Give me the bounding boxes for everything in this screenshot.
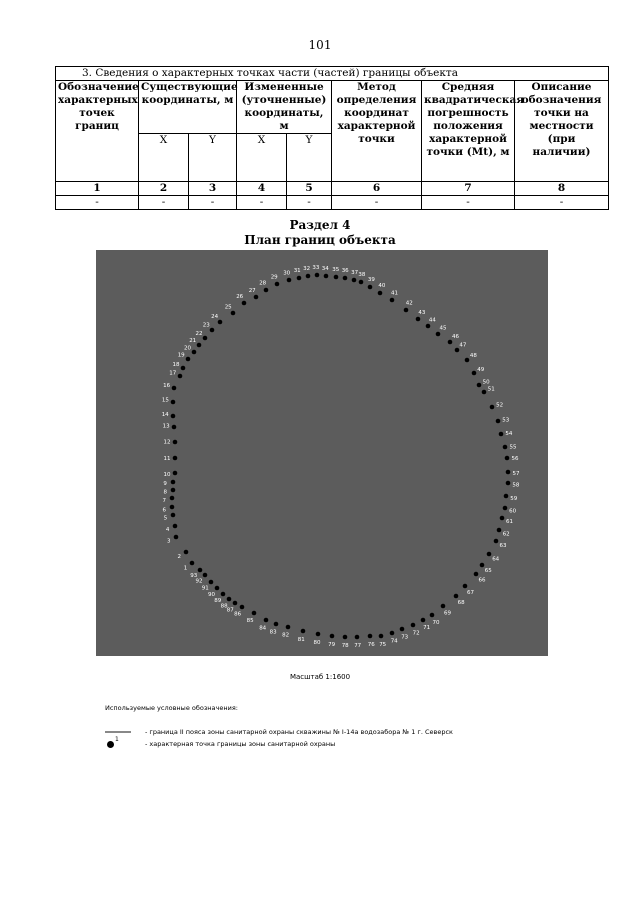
boundary-point (287, 278, 292, 283)
boundary-point-label: 7 (162, 497, 166, 504)
column-number: 4 (237, 182, 287, 196)
boundary-point-label: 49 (477, 366, 485, 373)
boundary-point-label: 62 (502, 531, 510, 538)
boundary-point-label: 50 (482, 379, 490, 386)
boundary-point (297, 276, 302, 281)
boundary-point-label: 21 (189, 338, 197, 345)
boundary-point-label: 15 (161, 397, 169, 404)
table-cell: - (287, 196, 332, 210)
boundary-point (197, 343, 202, 348)
boundary-point (352, 278, 357, 283)
boundary-point (264, 618, 269, 623)
boundary-point (231, 311, 236, 316)
boundary-point-label: 41 (391, 290, 398, 297)
header-line: координат (344, 107, 409, 119)
boundary-point (390, 298, 395, 303)
boundary-point (506, 470, 511, 475)
boundary-point (496, 419, 501, 424)
boundary-point (242, 301, 247, 306)
boundary-point-label: 18 (172, 362, 180, 369)
characteristic-points-table (55, 66, 609, 210)
boundary-point (441, 604, 446, 609)
header-line: точки (Mt), м (426, 146, 510, 158)
point-marker-swatch (107, 741, 114, 748)
table-cell: - (237, 196, 287, 210)
header-line: местности (529, 120, 594, 132)
boundary-point (172, 425, 177, 430)
boundary-point-label: 8 (163, 489, 167, 496)
header-line: точки (358, 133, 395, 145)
boundary-point (494, 539, 499, 544)
header-existing-coordinates (139, 81, 237, 134)
boundary-point-label: 78 (341, 643, 349, 649)
boundary-point (324, 274, 329, 279)
boundary-point-label: 13 (162, 423, 170, 430)
header-line: точки на (534, 107, 589, 119)
boundary-point (170, 505, 175, 510)
boundary-point-label: 74 (390, 638, 398, 645)
boundary-point-label: 92 (195, 578, 203, 585)
boundary-point-label: 25 (224, 304, 232, 311)
boundary-point (343, 276, 348, 281)
header-line: квадратическая (424, 94, 525, 106)
boundary-point (334, 275, 339, 280)
column-number: 2 (139, 182, 189, 196)
header-line: точек границ (75, 107, 119, 132)
boundary-point (368, 285, 373, 290)
section-heading (0, 218, 640, 248)
boundary-point-label: 42 (405, 300, 413, 307)
boundary-point-label: 39 (367, 277, 375, 284)
boundary-point-label: 93 (190, 573, 198, 579)
boundary-point (343, 635, 348, 640)
boundary-point-label: 32 (303, 266, 311, 273)
boundary-point (359, 280, 364, 285)
boundary-point (173, 440, 178, 445)
boundary-point (416, 317, 421, 322)
section-title: Раздел 4 (289, 218, 351, 232)
legend-item-boundary: - граница II пояса зоны санитарной охраны скважины № I-14а водозабора № 1 г. Северск (145, 728, 453, 736)
boundary-point-label: 54 (505, 430, 513, 437)
boundary-point-label: 19 (177, 352, 185, 359)
boundary-point-label: 81 (297, 636, 305, 643)
boundary-point-label: 76 (367, 641, 375, 648)
header-line: положения (433, 120, 503, 132)
boundary-point-label: 73 (401, 634, 409, 641)
header-mean-error (422, 81, 525, 182)
column-number: 6 (332, 182, 422, 196)
boundary-point-label: 47 (459, 342, 467, 349)
boundary-point-label: 29 (270, 274, 278, 281)
boundary-point-label: 37 (351, 270, 359, 276)
boundary-point-label: 34 (321, 266, 329, 272)
boundary-point-label: 55 (509, 444, 517, 451)
table-caption: 3. Сведения о характерных точках части (частей) границы объекта (56, 67, 609, 81)
boundary-point-label: 27 (248, 287, 256, 294)
boundary-point (233, 601, 238, 606)
section-subtitle: План границ объекта (244, 233, 396, 247)
boundary-point-label: 85 (246, 618, 254, 624)
boundary-point (172, 386, 177, 391)
header-line: Существующие (141, 81, 238, 93)
boundary-point-label: 16 (163, 383, 171, 389)
boundary-point (252, 611, 257, 616)
boundary-point-label: 52 (496, 402, 504, 409)
boundary-point-label: 35 (332, 267, 340, 273)
boundary-point-label: 70 (432, 619, 440, 626)
boundary-point (426, 324, 431, 329)
column-number: 1 (56, 182, 139, 196)
boundary-point-label: 46 (452, 334, 459, 341)
boundary-point (174, 535, 179, 540)
boundary-point-label: 67 (467, 589, 474, 596)
boundary-point-label: 23 (202, 322, 210, 329)
header-line: погрешность (427, 107, 509, 119)
boundary-point-label: 36 (341, 268, 349, 274)
header-line: координаты, м (244, 107, 324, 132)
boundary-point-label: 84 (259, 625, 267, 632)
boundary-point-label: 77 (354, 643, 362, 649)
boundary-point (203, 573, 208, 578)
legend-item-point: - характерная точка границы зоны санитарной охраны (145, 740, 336, 748)
boundary-point (490, 405, 495, 410)
header-line: обозначения (521, 94, 602, 106)
boundary-point (203, 336, 208, 341)
boundary-point (474, 572, 479, 577)
boundary-point (184, 550, 189, 555)
boundary-point-label: 28 (259, 280, 267, 287)
boundary-point (472, 371, 477, 376)
boundary-point-label: 2 (177, 554, 181, 561)
boundary-point-label: 68 (457, 600, 465, 607)
boundary-point-label: 31 (293, 268, 301, 275)
boundary-point (301, 629, 306, 634)
header-line: характерных (58, 94, 138, 106)
boundary-point-label: 71 (423, 625, 431, 632)
boundary-point-label: 72 (412, 630, 420, 637)
boundary-point (171, 414, 176, 419)
boundary-point (454, 594, 459, 599)
boundary-point (506, 481, 511, 486)
boundary-point (505, 456, 510, 461)
boundary-point-label: 79 (328, 642, 336, 648)
boundary-point (379, 634, 384, 639)
boundary-point-label: 24 (211, 314, 219, 321)
boundary-point (198, 568, 203, 573)
boundary-point-label: 30 (283, 270, 291, 277)
header-existing-y: Y (189, 134, 237, 182)
map-scale: Масштаб 1:1600 (289, 673, 351, 681)
boundary-point (218, 320, 223, 325)
header-line: определения (336, 94, 417, 106)
boundary-point-label: 12 (163, 439, 171, 446)
page-number: 101 (308, 38, 332, 52)
boundary-point-label: 59 (510, 495, 518, 502)
boundary-point (421, 618, 426, 623)
boundary-point-label: 80 (313, 639, 321, 646)
legend-title: Используемые условные обозначения: (105, 704, 238, 712)
column-number: 5 (287, 182, 332, 196)
boundary-point-label: 65 (484, 567, 492, 574)
boundary-point-label: 45 (439, 325, 447, 332)
boundary-point-label: 56 (511, 456, 519, 463)
boundary-point (181, 366, 186, 371)
boundary-point (264, 288, 269, 293)
header-line: Метод (357, 81, 396, 93)
boundary-point (171, 513, 176, 518)
header-method (332, 81, 422, 182)
header-line: Описание (531, 81, 592, 93)
boundary-point-label: 60 (509, 508, 517, 515)
boundary-point-label: 17 (169, 370, 177, 377)
boundary-point-label: 83 (269, 629, 277, 636)
boundary-point (315, 273, 320, 278)
boundary-point (465, 358, 470, 363)
column-number: 7 (422, 182, 515, 196)
boundary-point (173, 471, 178, 476)
boundary-point (436, 332, 441, 337)
boundary-point (210, 328, 215, 333)
boundary-point (215, 586, 220, 591)
boundary-point-label: 69 (444, 610, 451, 617)
header-line: характерной (337, 120, 416, 132)
boundary-plan-map (96, 250, 548, 656)
boundary-point (274, 622, 279, 627)
boundary-point-label: 51 (487, 386, 495, 393)
boundary-point (173, 456, 178, 461)
boundary-point-label: 89 (214, 598, 222, 605)
table-cell: - (139, 196, 189, 210)
boundary-point-label: 26 (236, 294, 244, 301)
header-line: характерной (429, 133, 507, 145)
boundary-point-label: 4 (165, 527, 170, 534)
boundary-line-swatch (105, 731, 131, 733)
boundary-point-label: 11 (163, 456, 171, 463)
header-description (515, 81, 609, 182)
table-cell: - (515, 196, 609, 210)
boundary-point-label: 22 (195, 330, 203, 337)
boundary-point-label: 63 (499, 542, 507, 549)
boundary-point-label: 10 (163, 471, 171, 478)
boundary-point-label: 40 (378, 283, 386, 290)
boundary-point-label: 44 (428, 317, 436, 324)
boundary-point (186, 357, 191, 362)
boundary-point (227, 597, 232, 602)
boundary-point (503, 506, 508, 511)
boundary-point (487, 552, 492, 557)
boundary-point-label: 53 (502, 417, 510, 424)
boundary-point (178, 374, 183, 379)
boundary-point (173, 524, 178, 529)
boundary-point-label: 66 (478, 577, 486, 584)
header-line: (уточненные) (241, 94, 327, 106)
boundary-point (286, 625, 291, 630)
map-background (96, 250, 548, 656)
boundary-point-label: 48 (469, 353, 477, 360)
boundary-point (477, 383, 482, 388)
boundary-point-label: 33 (312, 265, 320, 272)
boundary-point-label: 61 (506, 518, 513, 525)
boundary-point-label: 3 (167, 538, 171, 545)
boundary-point (500, 516, 505, 521)
boundary-point (378, 291, 383, 296)
boundary-point (275, 282, 280, 287)
boundary-point (503, 445, 508, 450)
boundary-point-label: 91 (201, 585, 209, 592)
column-number: 8 (515, 182, 609, 196)
boundary-point (254, 295, 259, 300)
boundary-point-label: 6 (162, 507, 167, 514)
header-line: Измененные (244, 81, 324, 93)
boundary-point (240, 605, 245, 610)
boundary-point (316, 632, 321, 637)
table-cell: - (332, 196, 422, 210)
header-line: координаты, м (141, 94, 234, 106)
boundary-point-label: 64 (492, 556, 500, 563)
boundary-point-label: 87 (226, 607, 234, 614)
table-cell: - (189, 196, 237, 210)
boundary-point (463, 584, 468, 589)
header-point-designation (56, 81, 139, 182)
header-existing-x: X (139, 134, 189, 182)
table-cell: - (422, 196, 515, 210)
boundary-point (171, 488, 176, 493)
boundary-point (306, 274, 311, 279)
boundary-point (368, 634, 373, 639)
boundary-point-label: 75 (379, 641, 387, 648)
header-line: Обозначение (58, 81, 139, 93)
boundary-point-label: 5 (163, 515, 168, 522)
boundary-point-label: 86 (234, 611, 242, 618)
boundary-point (499, 432, 504, 437)
boundary-point-label: 88 (220, 603, 228, 610)
boundary-point (482, 390, 487, 395)
boundary-point (411, 623, 416, 628)
boundary-point (448, 340, 453, 345)
boundary-point-label: 58 (512, 482, 520, 489)
boundary-point (192, 350, 197, 355)
boundary-point-label: 9 (163, 481, 167, 488)
column-number: 3 (189, 182, 237, 196)
boundary-point (497, 528, 502, 533)
header-updated-x: X (237, 134, 287, 182)
boundary-point (504, 494, 509, 499)
boundary-point-label: 14 (161, 412, 169, 419)
boundary-point-label: 43 (418, 310, 426, 316)
boundary-point (190, 561, 195, 566)
boundary-point-label: 90 (208, 591, 215, 598)
boundary-point (171, 400, 176, 405)
boundary-point (400, 627, 405, 632)
boundary-point-label: 1 (183, 565, 188, 572)
table-cell: - (56, 196, 139, 210)
header-line: (при наличии) (532, 133, 591, 158)
boundary-point (404, 308, 409, 313)
boundary-point (209, 580, 214, 585)
boundary-point (330, 634, 335, 639)
boundary-point (430, 613, 435, 618)
header-line: Средняя (441, 81, 495, 93)
boundary-point-label: 38 (358, 272, 366, 279)
boundary-point (390, 631, 395, 636)
header-updated-y: Y (287, 134, 332, 182)
boundary-point (480, 563, 485, 568)
boundary-point (170, 496, 175, 501)
boundary-point-label: 82 (282, 632, 290, 639)
boundary-point (221, 592, 226, 597)
boundary-point (171, 480, 176, 485)
header-updated-coordinates (237, 81, 332, 134)
boundary-point-label: 20 (184, 345, 191, 352)
point-marker-number: 1 (115, 736, 119, 743)
boundary-point-label: 57 (512, 470, 520, 477)
boundary-point (355, 635, 360, 640)
